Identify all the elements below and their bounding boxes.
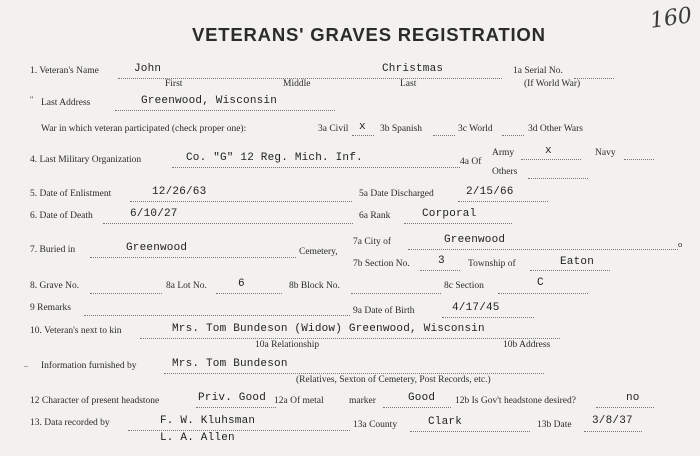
label-township: Township of — [468, 259, 516, 269]
line-remarks — [84, 315, 350, 316]
value-recorded-by-2: L. A. Allen — [160, 432, 235, 444]
label-remarks: 9 Remarks — [30, 303, 71, 313]
value-city-of: Greenwood — [444, 234, 506, 246]
value-metal-marker: Good — [408, 392, 436, 404]
line-navy — [624, 159, 654, 160]
value-last-name: Christmas — [382, 63, 444, 75]
label-military-organization: 4. Last Military Organization — [30, 155, 142, 165]
line-govt-headstone — [596, 407, 654, 408]
bullet-row-11: .. — [24, 360, 28, 369]
label-date-discharged: 5a Date Discharged — [359, 189, 434, 199]
line-world — [502, 135, 524, 136]
label-address: 10b Address — [503, 340, 551, 350]
label-recorded-by: 13. Data recorded by — [30, 418, 110, 428]
value-county: Clark — [428, 416, 463, 428]
line-section-no — [420, 270, 460, 271]
line-spanish — [433, 135, 455, 136]
label-war: War in which veteran participated (check proper one): — [41, 124, 247, 134]
label-army: Army — [492, 148, 515, 158]
value-last-address: Greenwood, Wisconsin — [141, 95, 278, 107]
label-relationship: 10a Relationship — [255, 340, 320, 350]
label-grave-no: 8. Grave No. — [30, 281, 80, 291]
label-world: 3c World — [458, 124, 493, 134]
line-rank — [404, 223, 512, 224]
label-other-wars: 3d Other Wars — [528, 124, 583, 134]
label-date-birth: 9a Date of Birth — [353, 306, 415, 316]
line-grave-no — [90, 293, 162, 294]
value-info-furnished: Mrs. Tom Bundeson — [172, 358, 288, 370]
line-recorded-by — [128, 430, 350, 431]
line-lot-no — [216, 293, 282, 294]
label-last-address: Last Address — [41, 98, 91, 108]
label-next-of-kin: 10. Veteran's next to kin — [30, 326, 122, 336]
label-block-no: 8b Block No. — [289, 281, 340, 291]
value-military-organization: Co. "G" 12 Reg. Mich. Inf. — [186, 152, 363, 164]
value-date: 3/8/37 — [592, 415, 633, 427]
value-date-death: 6/10/27 — [130, 208, 178, 220]
label-civil: 3a Civil — [318, 124, 349, 134]
label-buried-in: 7. Buried in — [30, 245, 76, 255]
label-first: First — [165, 79, 183, 89]
label-of-metal: 12a Of metal — [274, 396, 324, 406]
page-number-handwritten: 160 — [648, 3, 694, 34]
label-date-enlistment: 5. Date of Enlistment — [30, 189, 112, 199]
label-info-furnished: Information furnished by — [41, 361, 137, 371]
label-veteran-name: 1. Veteran's Name — [30, 66, 99, 76]
value-rank: Corporal — [422, 208, 477, 220]
line-block-no — [351, 293, 441, 294]
label-date-death: 6. Date of Death — [30, 211, 93, 221]
line-others — [528, 178, 588, 179]
value-date-discharged: 2/15/66 — [466, 186, 514, 198]
line-date-birth — [442, 317, 534, 318]
line-metal-marker — [383, 407, 451, 408]
value-section-no: 3 — [438, 255, 445, 267]
line-serial-no — [574, 78, 614, 79]
line-next-of-kin — [140, 338, 560, 339]
value-date-enlistment: 12/26/63 — [152, 186, 207, 198]
label-info-note: (Relatives, Sexton of Cemetery, Post Records, etc.) — [296, 375, 491, 385]
label-county: 13a County — [353, 420, 398, 430]
line-info-furnished — [164, 373, 544, 374]
label-others: Others — [492, 167, 518, 177]
value-civil-check: x — [359, 121, 366, 133]
line-county — [410, 431, 530, 432]
value-buried-in: Greenwood — [126, 242, 188, 254]
value-township: Eaton — [560, 256, 595, 268]
label-navy: Navy — [595, 148, 616, 158]
line-date-enlistment — [130, 201, 352, 202]
value-army-check: x — [545, 145, 552, 157]
label-rank: 6a Rank — [359, 211, 391, 221]
line-section-8c — [498, 293, 588, 294]
label-of: 4a Of — [460, 157, 482, 167]
label-cemetery: Cemetery, — [299, 247, 338, 257]
line-last-address — [115, 110, 335, 111]
label-section-no: 7b Section No. — [353, 259, 410, 269]
value-headstone: Priv. Good — [198, 392, 267, 404]
line-military-organization — [172, 167, 460, 168]
label-lot-no: 8a Lot No. — [166, 281, 207, 291]
label-serial-no: 1a Serial No. — [513, 66, 563, 76]
value-first-name: John — [134, 63, 162, 75]
line-city-of — [408, 249, 678, 250]
line-date — [584, 431, 642, 432]
label-date: 13b Date — [537, 420, 572, 430]
value-section-8c: C — [537, 277, 544, 289]
line-buried-in — [90, 257, 296, 258]
line-army — [521, 159, 581, 160]
label-middle: Middle — [283, 79, 311, 89]
label-headstone: 12 Character of present headstone — [30, 396, 160, 406]
value-govt-headstone: no — [626, 392, 640, 404]
label-marker: marker — [349, 396, 376, 406]
value-recorded-by: F. W. Kluhsman — [160, 415, 256, 427]
value-lot-no: 6 — [238, 278, 245, 290]
form-title: VETERANS' GRAVES REGISTRATION — [192, 24, 546, 45]
bullet-row-2: " — [30, 95, 34, 104]
label-city-of: 7a City of — [353, 237, 391, 247]
label-spanish: 3b Spanish — [380, 124, 422, 134]
line-date-discharged — [458, 201, 548, 202]
line-civil — [352, 135, 374, 136]
label-section-8c: 8c Section — [444, 281, 484, 291]
label-govt-headstone: 12b Is Gov't headstone desired? — [455, 396, 576, 406]
line-end-mark: o — [678, 239, 683, 249]
label-last: Last — [400, 79, 417, 89]
value-next-of-kin: Mrs. Tom Bundeson (Widow) Greenwood, Wisconsin — [172, 323, 485, 335]
label-world-war-note: (If World War) — [524, 79, 581, 89]
line-headstone — [196, 407, 276, 408]
line-date-death — [103, 223, 353, 224]
line-township — [530, 270, 610, 271]
value-date-birth: 4/17/45 — [452, 302, 500, 314]
